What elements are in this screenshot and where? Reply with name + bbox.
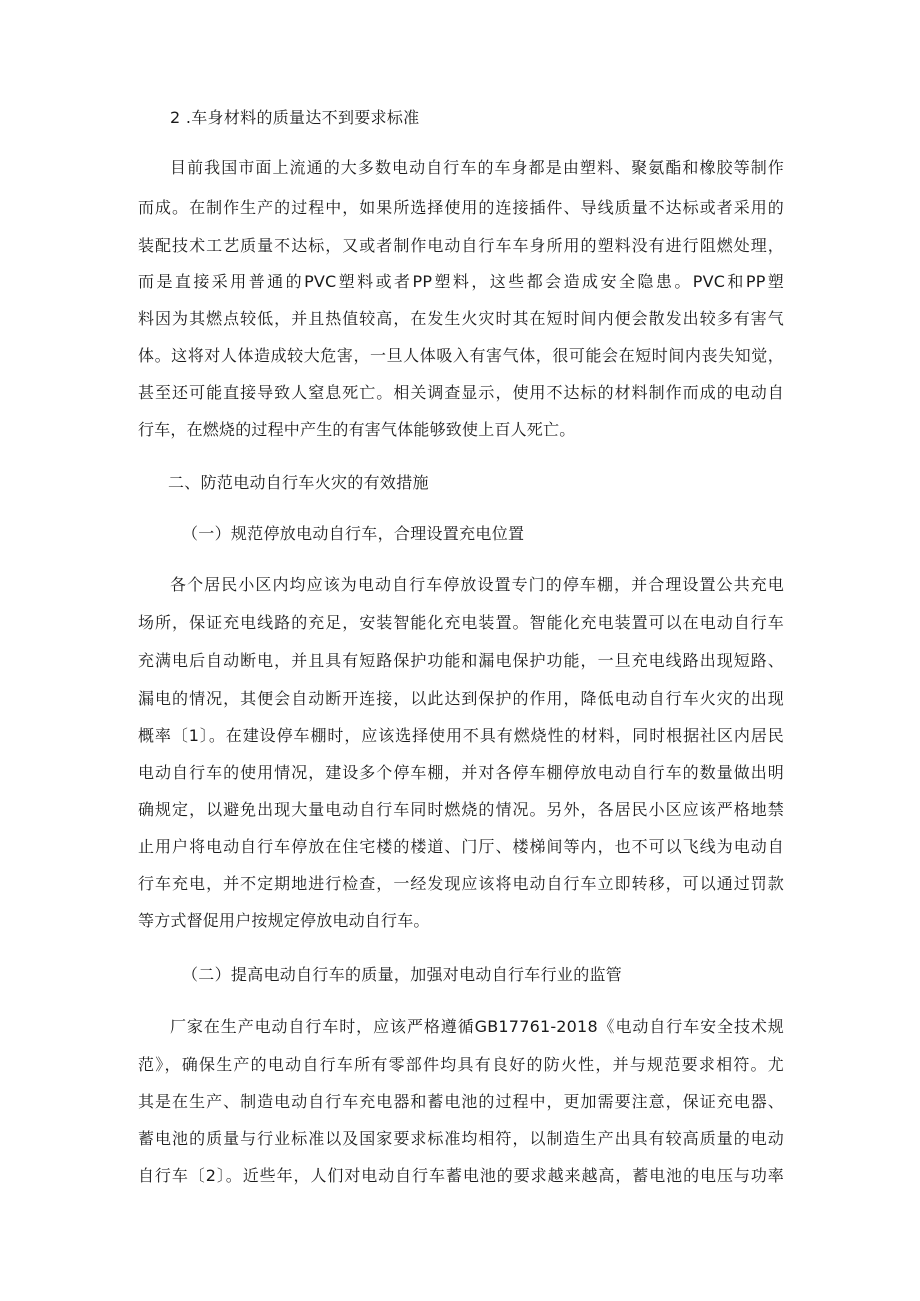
- paragraph-line: 止用户将电动自行车停放在住宅楼的楼道、门厅、楼梯间等内，也不可以飞线为电动自: [138, 837, 784, 856]
- paragraph-line: 而成。在制作生产的过程中，如果所选择使用的连接插件、导线质量不达标或者采用的: [138, 198, 784, 217]
- paragraph-line: 漏电的情况，其便会自动断开连接，以此达到保护的作用，降低电动自行车火灾的出现: [138, 689, 784, 708]
- paragraph-line: 行车，在燃烧的过程中产生的有害气体能够致使上百人死亡。: [138, 420, 576, 439]
- paragraph-line: 而是直接采用普通的PVC塑料或者PP塑料，这些都会造成安全隐患。PVC和PP塑: [138, 272, 784, 291]
- paragraph-line: 自行车〔2〕。近些年，人们对电动自行车蓄电池的要求越来越高，蓄电池的电压与功率: [138, 1166, 784, 1185]
- paragraph-line: 电动自行车的使用情况，建设多个停车棚，并对各停车棚停放电动自行车的数量做出明: [138, 763, 784, 782]
- subsection-heading-parking-charging: （一）规范停放电动自行车，合理设置充电位置: [182, 524, 525, 543]
- paragraph-line: 其是在生产、制造电动自行车充电器和蓄电池的过程中，更加需要注意，保证充电器、: [138, 1092, 784, 1111]
- paragraph-line: 厂家在生产电动自行车时，应该严格遵循GB17761-2018《电动自行车安全技术规: [170, 1017, 784, 1036]
- paragraph-line: 等方式督促用户按规定停放电动自行车。: [138, 911, 430, 930]
- section-heading-prevention-measures: 二、防范电动自行车火灾的有效措施: [168, 473, 429, 492]
- paragraph-line: 体。这将对人体造成较大危害，一旦人体吸入有害气体，很可能会在短时间内丧失知觉，: [138, 346, 784, 365]
- paragraph-line: 概率〔1〕。在建设停车棚时，应该选择使用不具有燃烧性的材料，同时根据社区内居民: [138, 726, 784, 745]
- section-heading-material-quality: 2 .车身材料的质量达不到要求标准: [170, 108, 420, 127]
- paragraph-line: 装配技术工艺质量不达标，又或者制作电动自行车车身所用的塑料没有进行阻燃处理，: [138, 236, 784, 255]
- paragraph-line: 充满电后自动断电，并且具有短路保护功能和漏电保护功能，一旦充电线路出现短路、: [138, 651, 784, 670]
- subsection-heading-quality-supervision: （二）提高电动自行车的质量，加强对电动自行车行业的监管: [182, 965, 623, 984]
- paragraph-line: 目前我国市面上流通的大多数电动自行车的车身都是由塑料、聚氨酯和橡胶等制作: [170, 158, 784, 177]
- paragraph-line: 甚至还可能直接导致人窒息死亡。相关调查显示，使用不达标的材料制作而成的电动自: [138, 383, 784, 402]
- paragraph-line: 料因为其燃点较低，并且热值较高，在发生火灾时其在短时间内便会散发出较多有害气: [138, 309, 784, 328]
- paragraph-line: 确规定，以避免出现大量电动自行车同时燃烧的情况。另外，各居民小区应该严格地禁: [138, 800, 784, 819]
- paragraph-line: 各个居民小区内均应该为电动自行车停放设置专门的停车棚，并合理设置公共充电: [170, 575, 784, 594]
- paragraph-line: 场所，保证充电线路的充足，安装智能化充电装置。智能化充电装置可以在电动自行车: [138, 613, 784, 632]
- paragraph-line: 蓄电池的质量与行业标准以及国家要求标准均相符，以制造生产出具有较高质量的电动: [138, 1129, 784, 1148]
- paragraph-line: 行车充电，并不定期地进行检查，一经发现应该将电动自行车立即转移，可以通过罚款: [138, 874, 784, 893]
- paragraph-line: 范》，确保生产的电动自行车所有零部件均具有良好的防火性，并与规范要求相符。尤: [138, 1055, 784, 1074]
